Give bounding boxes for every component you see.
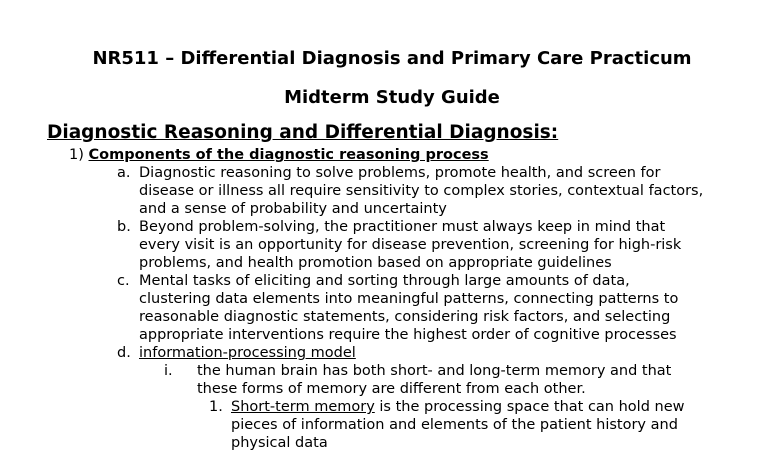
- list-marker: c.: [117, 273, 130, 289]
- list-marker: b.: [117, 219, 131, 235]
- list-item-line: these forms of memory are different from each other.: [197, 381, 586, 397]
- list-item-line: reasonable diagnostic statements, considering risk factors, and selecting: [139, 309, 671, 325]
- numbered-item-1: [69, 146, 489, 164]
- list-item-line: is the processing space that can hold new: [374, 399, 685, 415]
- list-item-term: information-processing model: [139, 345, 356, 361]
- list-item-line: Mental tasks of eliciting and sorting through large amounts of data,: [139, 273, 630, 289]
- document-title: NR511 – Differential Diagnosis and Primary Care Practicum: [92, 48, 692, 69]
- list-item-line: Diagnostic reasoning to solve problems, promote health, and screen for: [139, 165, 661, 181]
- list-item-line: physical data: [231, 435, 328, 451]
- list-item-line: clustering data elements into meaningful patterns, connecting patterns to: [139, 291, 679, 307]
- list-item-term: Short-term memory: [231, 399, 375, 415]
- section-heading: Diagnostic Reasoning and Differential Diagnosis:: [47, 122, 559, 143]
- numbered-item-label: Components of the diagnostic reasoning process: [88, 147, 489, 163]
- list-marker: a.: [117, 165, 131, 181]
- list-item-line: every visit is an opportunity for disease prevention, screening for high-risk: [139, 237, 682, 253]
- list-item-line: pieces of information and elements of the patient history and: [231, 417, 678, 433]
- list-marker: d.: [117, 345, 131, 361]
- list-item-line: and a sense of probability and uncertainty: [139, 201, 447, 217]
- list-item-line: the human brain has both short- and long-term memory and that: [197, 363, 672, 379]
- list-item-line: disease or illness all require sensitivity to complex stories, contextual factors,: [139, 183, 704, 199]
- document-subtitle: Midterm Study Guide: [284, 87, 500, 108]
- list-item-first-line: [231, 398, 684, 416]
- list-item-line: Beyond problem-solving, the practitioner must always keep in mind that: [139, 219, 666, 235]
- list-marker: 1): [69, 147, 84, 163]
- list-marker: 1.: [209, 399, 223, 415]
- list-marker: i.: [164, 363, 173, 379]
- list-item-line: appropriate interventions require the highest order of cognitive processes: [139, 327, 677, 343]
- list-item-line: problems, and health promotion based on appropriate guidelines: [139, 255, 612, 271]
